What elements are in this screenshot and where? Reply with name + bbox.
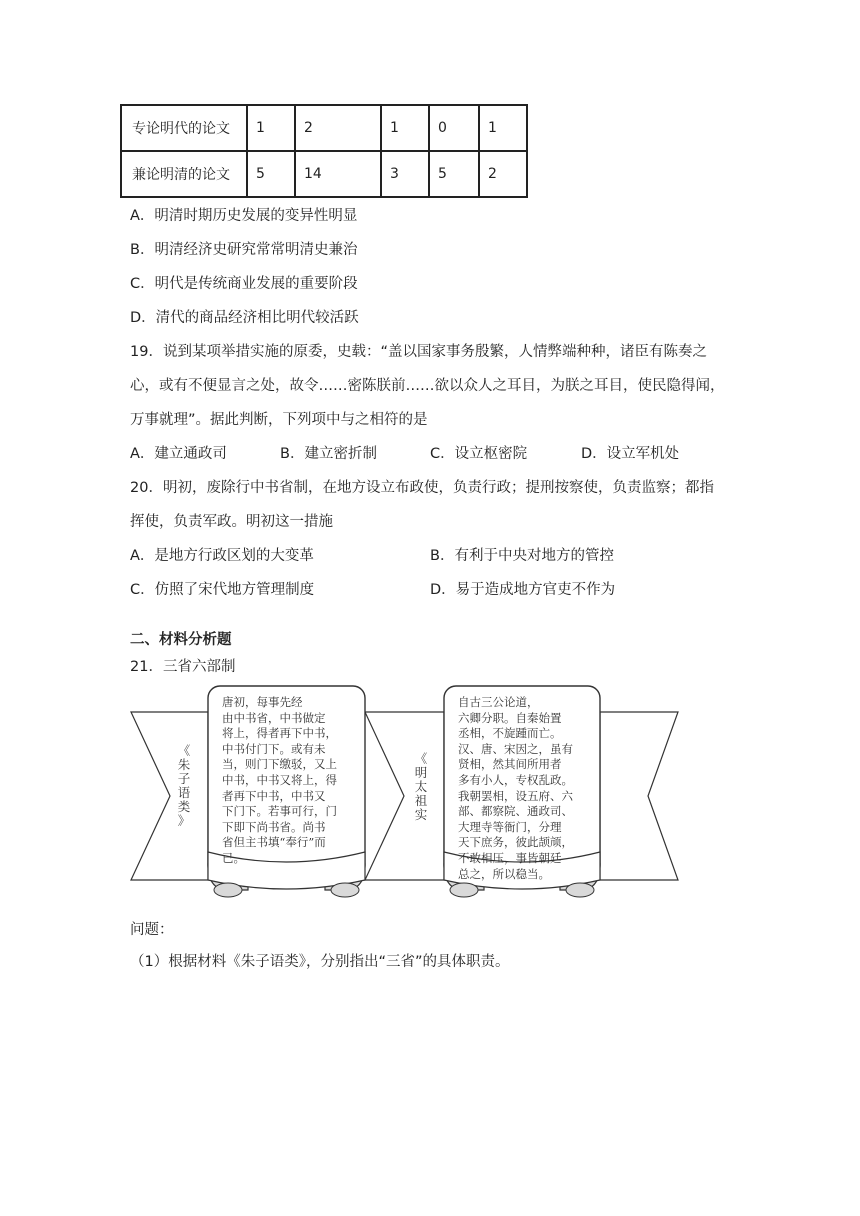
statistics-table: [120, 104, 528, 198]
q20-stem-line1: 20．明初，废除行中书省制，在地方设立布政使，负责行政；提刑按察使，负责监察；都指: [130, 480, 714, 496]
q18-option-a: A．明清时期历史发展的变异性明显: [130, 208, 358, 224]
row-label: 专论明代的论文: [121, 105, 247, 151]
q19-stem-line3: 万事就理”。据此判断，下列项中与之相符的是: [130, 412, 428, 428]
q20-option-c: C．仿照了宋代地方管理制度: [130, 582, 315, 598]
table-row: [121, 151, 527, 197]
q20-option-d: D．易于造成地方官吏不作为: [430, 582, 616, 598]
middle-ribbon: [365, 712, 444, 880]
q20-stem-line2: 挥使，负责军政。明初这一措施: [130, 514, 333, 530]
table-cell: 5: [247, 151, 295, 197]
q20-option-a: A．是地方行政区划的大变革: [130, 548, 314, 564]
row-label: 兼论明清的论文: [121, 151, 247, 197]
table-cell: 1: [247, 105, 295, 151]
table-cell: 2: [295, 105, 381, 151]
q19-option-c: C．设立枢密院: [430, 446, 528, 462]
table-cell: 1: [479, 105, 527, 151]
left-source-label: 《 朱 子 语 类 》: [177, 743, 191, 828]
table-cell: 2: [479, 151, 527, 197]
q19-stem-line2: 心，或有不便显言之处，故令……密陈朕前……欲以众人之耳目，为朕之耳目，使民隐得闻，: [130, 378, 725, 394]
right-scroll-text: 自古三公论道， 六卿分职。自秦始置 丞相，不旋踵而亡。 汉、唐、宋因之，虽有 贤相，然其间所用者 多有小人，专权乱政。 我朝罢相，设五府、六 部、都察院、通政司、 大理寺等衙门，分理 天下庶务，彼此颉颃， 不敢相压，事皆朝廷 总之，所以稳当。: [458, 695, 573, 881]
q19-option-a: A．建立通政司: [130, 446, 227, 462]
section-heading: 二、材料分析题: [130, 632, 232, 648]
question-1: （1）根据材料《朱子语类》，分别指出“三省”的具体职责。: [130, 954, 510, 970]
questions-label: 问题：: [130, 922, 174, 938]
q21-title: 21．三省六部制: [130, 659, 236, 675]
q18-option-c: C．明代是传统商业发展的重要阶段: [130, 276, 358, 292]
right-source-label: 《 明 太 祖 实: [414, 751, 428, 822]
q19-stem-line1: 19．说到某项举措实施的原委，史载：“盖以国家事务殷繁，人情弊端种种，诸臣有陈奏之: [130, 344, 707, 360]
q18-option-d: D．清代的商品经济相比明代较活跃: [130, 310, 359, 326]
q20-option-b: B．有利于中央对地方的管控: [430, 548, 614, 564]
table-cell: 5: [429, 151, 479, 197]
q19-option-b: B．建立密折制: [280, 446, 377, 462]
left-ribbon: [131, 712, 208, 880]
q18-option-b: B．明清经济史研究常常明清史兼治: [130, 242, 358, 258]
table-cell: 3: [381, 151, 429, 197]
right-ribbon: [600, 712, 678, 880]
table-row: [121, 105, 527, 151]
scroll-illustration: [128, 684, 680, 910]
table-cell: 1: [381, 105, 429, 151]
table-cell: 0: [429, 105, 479, 151]
table-cell: 14: [295, 151, 381, 197]
left-scroll-text: 唐初，每事先经 由中书省，中书做定 将上，得者再下中书， 中书付门下。或有未 当，则门下缴驳，又上 中书，中书又将上，得 者再下中书，中书又 下门下。若事可行，门 下即下尚书省。尚书 省但主书填“奉行”而 已。: [222, 695, 337, 865]
q19-option-d: D．设立军机处: [581, 446, 680, 462]
